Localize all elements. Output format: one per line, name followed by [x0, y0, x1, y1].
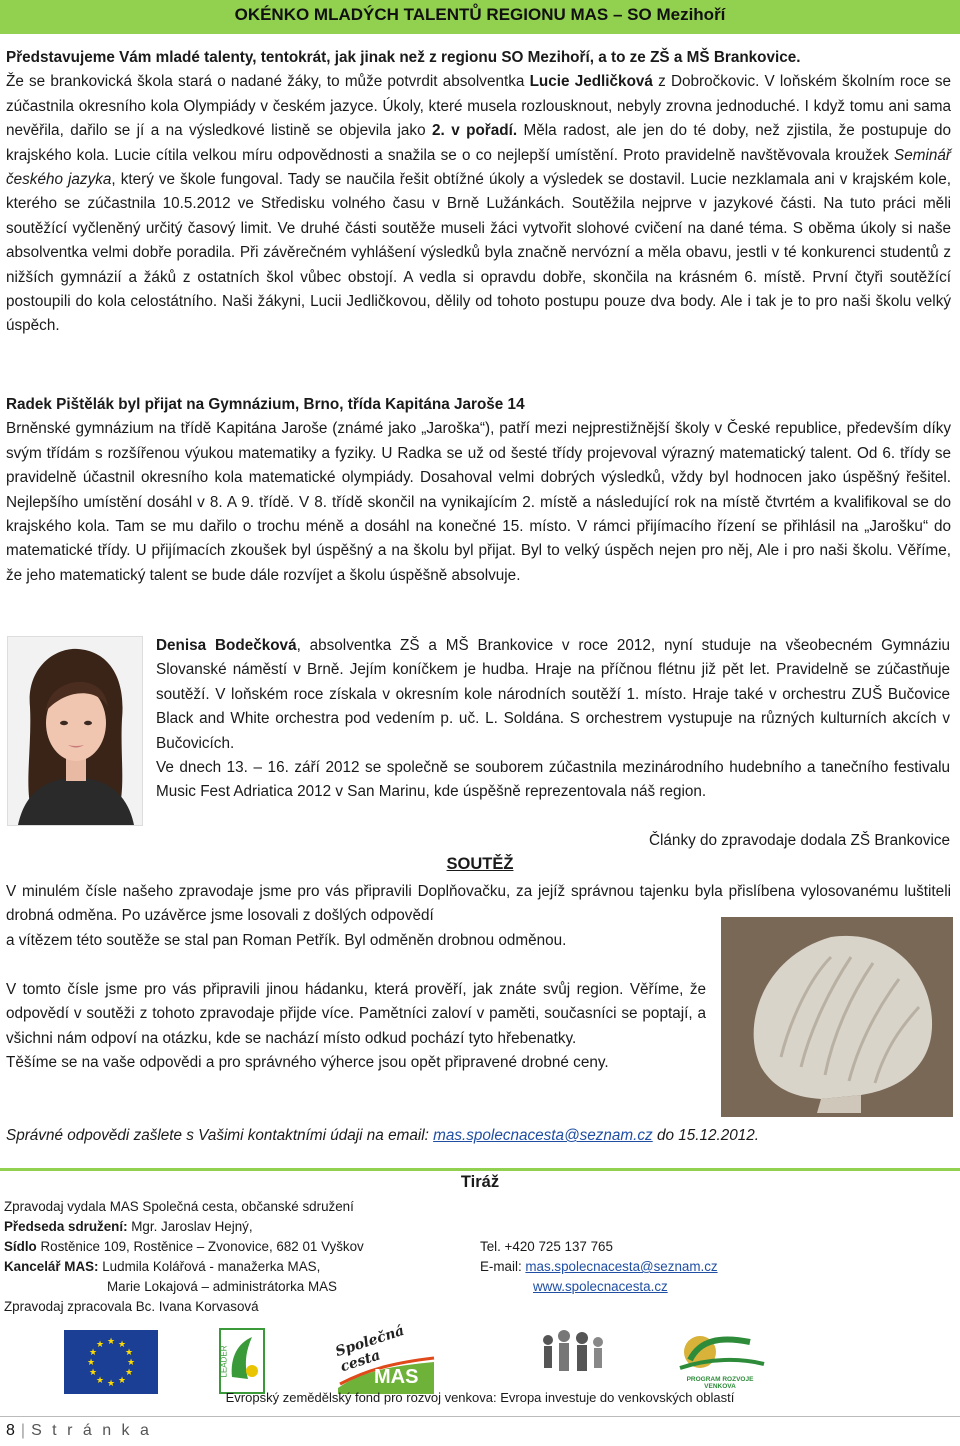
radek-article	[6, 393, 951, 588]
office-label: Kancelář MAS:	[4, 1259, 99, 1274]
svg-text:★: ★	[126, 1358, 136, 1368]
portrait-image	[8, 637, 142, 825]
svg-text:★: ★	[95, 1376, 105, 1386]
publisher-line: Zpravodaj vydala MAS Společná cesta, občanské sdružení	[4, 1199, 354, 1214]
result-place: 2. v pořadí.	[432, 122, 518, 140]
tiraz-heading-wrap	[0, 1173, 960, 1192]
intro-text-3: Měla radost, ale jen do té doby, než zjistila, že postupuje do krajského kola. Lucie cítila velkou míru odpovědnosti a snažila se o co nejlepší umístění. Proto pravidelně navštěvovala kroužek	[6, 122, 951, 164]
radek-heading: Radek Pištělák byl přijat na Gymnázium, Brno, třída Kapitána Jaroše 14	[6, 396, 525, 413]
fund-caption	[0, 1390, 960, 1405]
seat-value: Rostěnice 109, Rostěnice – Zvonovice, 682 01 Vyškov	[36, 1239, 364, 1254]
svg-text:★: ★	[124, 1368, 134, 1378]
tiraz-heading: Tiráž	[460, 1173, 500, 1191]
intro-text-4: , který ve škole fungoval. Tady se naučila řešit obtížné úkoly a výsledek se dostavil. Lucie nezklamala ani v krajském kole, kterého se zúčastnila 10.5.2012 ve Středisku volného času v Brně Lužánkách. Soutěžila nejprve v jazykové části. Na tuto práci měli soutěžící vyčleněný určitý časový limit. Ve druhé části soutěže museli žáci vytvořit slohové cvičení na dané téma. S oběma úkoly si naše absolventka velmi dobře poradila. Při závěrečném vyhlášení výsledků byla značně nervózní a měla obavu, jestli v té konkurenci studentů z nižších gymnázií a žáků z ostatních škol vůbec obstojí. A vedla si opravdu dobře, skončila na krásném 6. místě. První čtyři soutěžící postoupili do kola celostátního. Naši žákyni, Lucii Jedličkovou, dělily od tohoto postupu pouze dva body. Ale i tak je to pro naši školu velký úspěch.	[6, 171, 951, 335]
svg-text:★: ★	[106, 1337, 116, 1347]
office-value: Ludmila Kolářová - manažerka MAS,	[98, 1259, 321, 1274]
soutez-text-3: Těšíme se na vaše odpovědi a pro správného výherce jsou opět připravené drobné ceny.	[6, 1054, 609, 1072]
chairman-label: Předseda sdružení:	[4, 1219, 128, 1234]
email-line	[480, 1257, 950, 1277]
svg-text:★: ★	[117, 1340, 127, 1350]
eu-flag-logo	[64, 1330, 158, 1394]
svg-text:★: ★	[124, 1348, 134, 1358]
phone-line: Tel. +420 725 137 765	[480, 1239, 613, 1254]
student-name-lucie: Lucie Jedličková	[529, 73, 653, 91]
people-logo	[538, 1326, 608, 1386]
prv-logo	[670, 1330, 770, 1390]
section-header-bar	[0, 0, 960, 34]
spolecna-cesta-text: Společná cesta	[333, 1322, 407, 1376]
office-email-link[interactable]: mas.spolecnacesta@seznam.cz	[525, 1259, 718, 1274]
page-number: 8	[6, 1422, 15, 1439]
svg-text:★: ★	[95, 1340, 105, 1350]
admin-line: Marie Lokajová – administrátorka MAS	[107, 1279, 337, 1294]
leader-logo	[218, 1327, 266, 1395]
section-title: OKÉNKO MLADÝCH TALENTŮ REGIONU MAS – SO Mezihoří	[234, 5, 726, 24]
denisa-text: , absolventka ZŠ a MŠ Brankovice v roce 2012, nyní studuje na všeobecném Gymnáziu Slovanské náměstí v Brně. Jejím koníčkem je hudba. Hraje na příčnou flétnu již pět let. Pravidelně se zúčastňuje soutěží. V loňském roce získala v okresním kole národních soutěží 1. místo. Hraje také v orchestru ZUŠ Bučovice Black and White orchestra pod vedením p. uč. L. Soldána. S orchestrem vystupuje na různých kulturních akcích v Bučovicích.	[156, 637, 950, 752]
svg-text:★: ★	[86, 1358, 96, 1368]
soutez-email-line	[6, 1124, 951, 1148]
denisa-article	[156, 634, 950, 805]
page-word: S t r á n k a	[31, 1422, 152, 1439]
section-divider	[0, 1168, 960, 1171]
page-separator: |	[20, 1422, 26, 1439]
student-photo	[7, 636, 143, 826]
office-line	[4, 1257, 474, 1277]
seat-label: Sídlo	[4, 1239, 37, 1254]
website-link[interactable]: www.spolecnacesta.cz	[533, 1279, 668, 1294]
soutez-text-1b: a vítězem této soutěže se stal pan Roman Petřík. Byl odměněn drobnou odměnou.	[6, 932, 567, 949]
footer-divider	[0, 1416, 960, 1417]
page-footer	[6, 1422, 152, 1440]
spolecna-cesta-logo	[330, 1322, 440, 1398]
intro-lead: Představujeme Vám mladé talenty, tentokrát, jak jinak než z regionu SO Mezihoří, a to ze ZŠ a MŠ Brankovice.	[6, 49, 801, 66]
seminar-name: Seminář českého jazyka	[6, 146, 951, 189]
web-line	[480, 1277, 950, 1297]
processed-by-line: Zpravodaj zpracovala Bc. Ivana Korvasová	[4, 1299, 259, 1314]
mas-text: MAS	[374, 1366, 419, 1388]
eu-stars-icon	[64, 1330, 158, 1394]
soutez-text-1: V minulém čísle našeho zpravodaje jsme pro vás připravili Doplňovačku, za jejíž správnou tajenku byla přislíbena vylosovanému luštiteli drobná odměna. Po uzávěrce jsme losovali z došlých odpovědí	[6, 883, 951, 925]
radek-text: Brněnské gymnázium na třídě Kapitána Jaroše (známé jako „Jaroška“), patří mezi nejprestižnější školy v České republice, především díky svým třídám s rozšířenou výukou matematiky a fyziky. U Radka se už od šesté třídy projevoval výrazný matematický talent. Od 6. třídy se pravidelně účastnil okresního kola matematické olympiády. Dosahoval velmi dobrých výsledků, vždy byl hodnocen jako úspěšný řešitel. Nejlepšího umístění dosáhl v 8. A 9. třídě. V 8. třídě skončil na vynikajícím 2. místě a následující rok na místě čtvrtém a kvalifikoval se do krajského kola. Tam se mu dařilo o trochu méně a dosáhl na konečné 15. místo. V rámci přijímacího řízení se přihlásil na „Jarošku“ do matematické třídy. U přijímacích zkoušek byl úspěšný a na školu byl přijat. Byl to velký úspěch nejen pro něj, Ale i pro naši školu. Věříme, že jeho matematický talent se bude dále rozvíjet a školu úspěšně absolvuje.	[6, 420, 951, 584]
prv-text: PROGRAM ROZVOJE VENKOVA	[686, 1376, 754, 1390]
soutez-paragraph-2	[6, 978, 706, 1076]
svg-text:★: ★	[106, 1379, 116, 1389]
student-name-denisa: Denisa Bodečková	[156, 637, 297, 654]
soutez-heading: SOUTĚŽ	[446, 855, 514, 873]
leader-label: LEADER	[219, 1345, 229, 1378]
svg-text:★: ★	[88, 1348, 98, 1358]
tiraz-right	[480, 1237, 950, 1297]
soutez-paragraph-1b	[6, 929, 706, 953]
chairman-value: Mgr. Jaroslav Hejný,	[127, 1219, 253, 1234]
svg-text:★: ★	[88, 1368, 98, 1378]
chairman-line	[4, 1217, 474, 1237]
intro-text-2: z Dobročkovic. V loňském školním roce se zúčastnila okresního kola Olympiády v českém jazyce. Úkoly, které musela rozlousknout, nebyly zrovna jednoduché. I když tomu ani sama nevěřila, dařilo se jí a na výsledkové listině se objevila jako	[6, 73, 952, 140]
people-icon	[538, 1326, 608, 1386]
scallop-shell-image	[721, 917, 953, 1117]
email-prefix: Správné odpovědi zašlete s Vašimi kontaktními údaji na email:	[6, 1127, 434, 1144]
intro-article	[6, 46, 951, 339]
seat-line	[4, 1237, 474, 1257]
article-credit	[500, 829, 950, 853]
soutez-heading-wrap	[0, 855, 960, 874]
email-label: E-mail:	[480, 1259, 526, 1274]
contest-email-link[interactable]: mas.spolecnacesta@seznam.cz	[433, 1127, 653, 1144]
svg-text:★: ★	[117, 1376, 127, 1386]
intro-text-1: Že se brankovická škola stará o nadané žáky, to může potvrdit absolventka	[6, 73, 530, 91]
shell-photo	[721, 917, 953, 1117]
tiraz-left	[4, 1197, 474, 1317]
soutez-text-2: V tomto čísle jsme pro vás připravili jinou hádanku, která prověří, jak znáte svůj region. Věříme, že odpovědí v soutěži z tohoto zpravodaje přijde více. Pamětníci zaloví v paměti, současníci se poptají, a všichni nám odpoví na otázku, kde se nachází místo odkud pochází tyto hřebenatky.	[6, 981, 706, 1047]
denisa-text-2: Ve dnech 13. – 16. září 2012 se společně se souborem zúčastnila mezinárodního hudebního a tanečního festivalu Music Fest Adriatica 2012 v San Marinu, kde úspěšně reprezentovala náš region.	[156, 759, 950, 801]
prv-emblem-icon	[670, 1330, 770, 1376]
fund-text: Evropský zemědělský fond pro rozvoj venkova: Evropa investuje do venkovských oblastí	[225, 1390, 735, 1405]
email-suffix: do 15.12.2012.	[652, 1127, 760, 1144]
credit-text: Články do zpravodaje dodala ZŠ Brankovice	[648, 832, 950, 849]
